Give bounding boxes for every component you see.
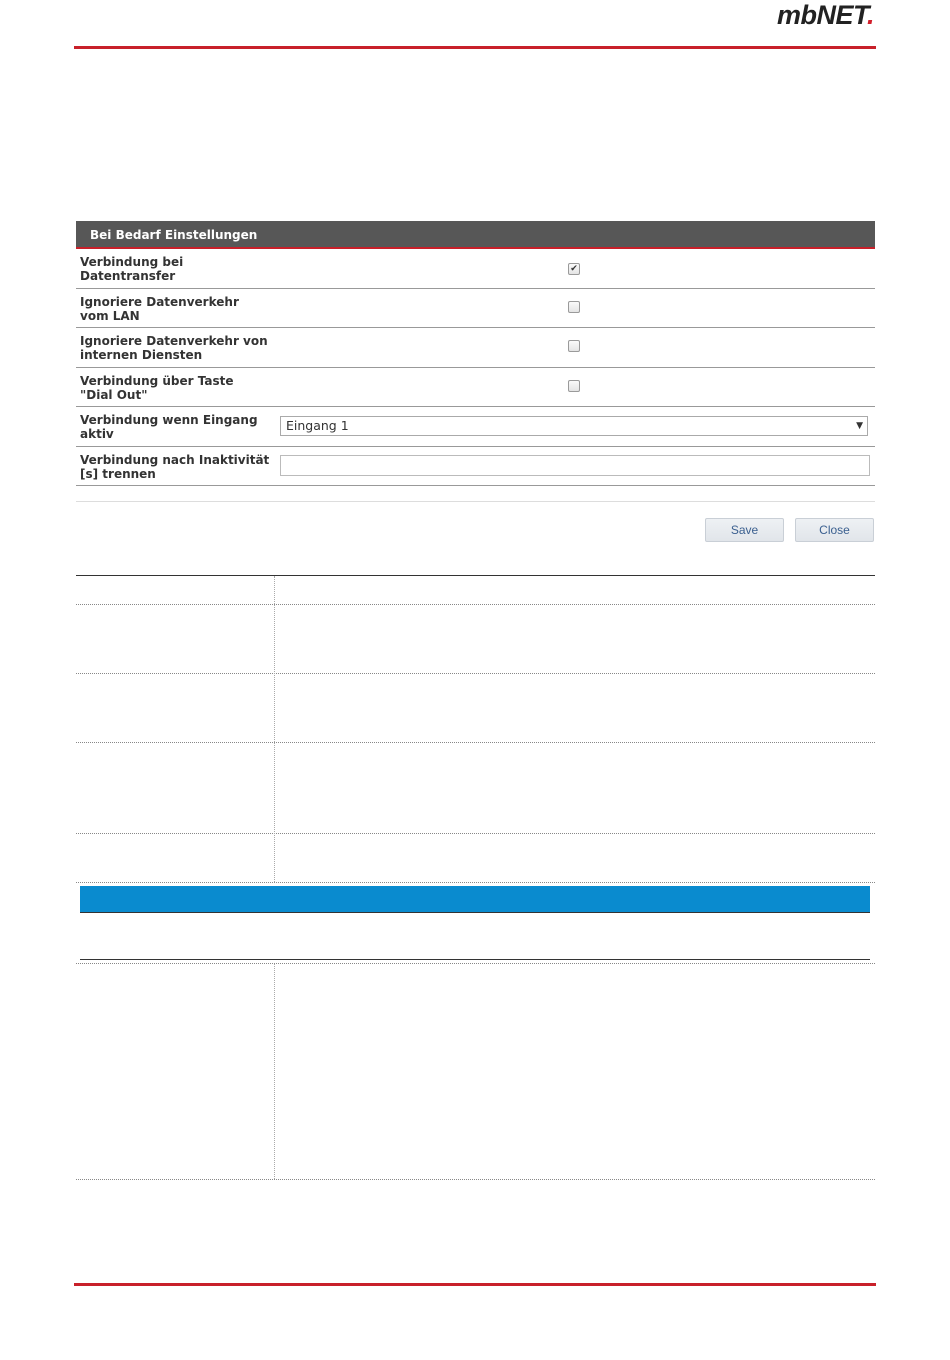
row-label: Ignoriere Datenverkehr vom LAN	[80, 295, 239, 323]
table-header-divider	[76, 604, 875, 605]
table-column-divider	[274, 964, 275, 1179]
panel-footer-divider	[76, 501, 875, 502]
data-transfer-checkbox[interactable]: ✔	[568, 263, 580, 275]
row-input-active	[76, 407, 875, 447]
row-ignore-internal	[76, 328, 875, 368]
dial-out-checkbox[interactable]	[568, 380, 580, 392]
row-inactivity	[76, 447, 875, 486]
table-row	[76, 882, 875, 883]
panel-title: Bei Bedarf Einstellungen	[76, 221, 875, 249]
input-select[interactable]	[280, 416, 868, 436]
logo-text: mbNET	[776, 0, 867, 30]
row-ignore-lan	[76, 289, 875, 328]
logo-dot: .	[866, 0, 874, 30]
brand-logo	[777, 0, 874, 31]
table-row	[76, 673, 875, 674]
table-row	[76, 742, 875, 743]
save-button[interactable]: Save	[705, 518, 784, 542]
table-top-border	[76, 575, 875, 576]
row-label: Verbindung wenn Eingang aktiv	[80, 413, 258, 441]
table-row	[76, 1179, 875, 1180]
ignore-internal-checkbox[interactable]	[568, 340, 580, 352]
info-bar-underline	[80, 912, 870, 913]
header-divider	[74, 46, 876, 49]
row-label: Verbindung über Taste "Dial Out"	[80, 374, 234, 402]
ignore-lan-checkbox[interactable]	[568, 301, 580, 313]
info-section-divider	[80, 959, 870, 960]
table-top-border	[76, 963, 875, 964]
row-dial-out	[76, 368, 875, 407]
info-bar	[80, 886, 870, 912]
inactivity-input[interactable]	[280, 455, 870, 476]
settings-panel	[76, 221, 875, 486]
row-label: Verbindung bei Datentransfer	[80, 255, 184, 283]
close-button[interactable]: Close	[795, 518, 874, 542]
table-column-divider	[274, 576, 275, 882]
footer-divider	[74, 1283, 876, 1286]
table-row	[76, 833, 875, 834]
row-label: Ignoriere Datenverkehr von internen Diensten	[80, 334, 268, 362]
chevron-down-icon: ▼	[856, 421, 863, 431]
input-select-value: Eingang 1	[286, 418, 349, 433]
row-data-transfer	[76, 249, 875, 289]
row-label: Verbindung nach Inaktivität [s] trennen	[80, 453, 270, 481]
